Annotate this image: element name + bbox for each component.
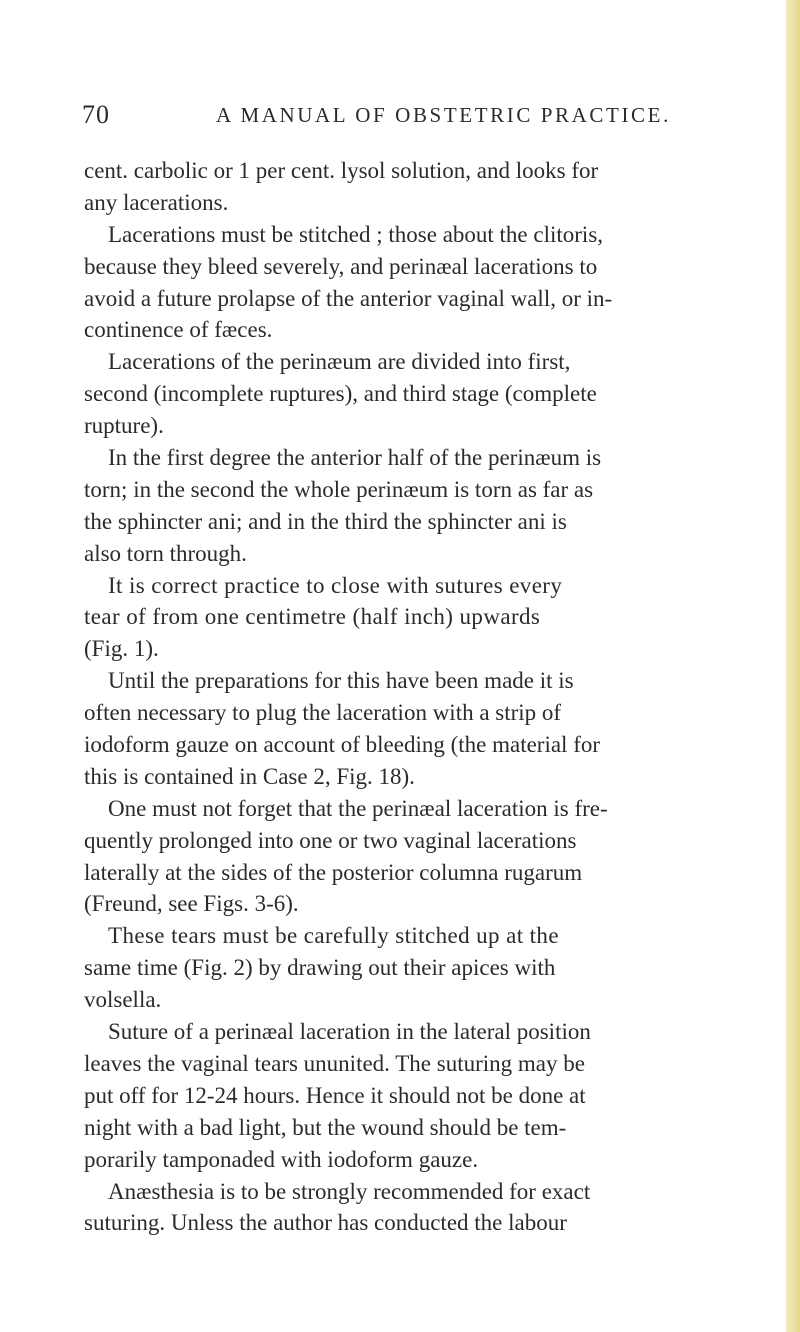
text-line: tear of from one centimetre (half inch) upwards xyxy=(84,604,541,630)
text-line: porarily tamponaded with iodoform gauze. xyxy=(84,1146,479,1172)
text-line: Until the preparations for this have been made it is xyxy=(108,668,574,694)
text-line: because they bleed severely, and perinæal lacerations to xyxy=(84,253,598,279)
text-line: It is correct practice to close with sutures every xyxy=(108,572,563,598)
body-text xyxy=(84,155,756,1239)
running-head: A MANUAL OF OBSTETRIC PRACTICE. xyxy=(216,103,671,127)
text-line: night with a bad light, but the wound should be tem- xyxy=(84,1114,567,1140)
page-header xyxy=(82,100,702,132)
text-line: suturing. Unless the author has conducted the labour xyxy=(84,1210,567,1236)
text-line: quently prolonged into one or two vaginal lacerations xyxy=(84,827,577,853)
text-line: Lacerations of the perinæum are divided into first, xyxy=(108,349,571,375)
text-line: any lacerations. xyxy=(84,189,229,215)
text-line: volsella. xyxy=(84,987,162,1013)
text-line: put off for 12-24 hours. Hence it should not be done at xyxy=(84,1082,586,1108)
text-line: same time (Fig. 2) by drawing out their apices with xyxy=(84,955,556,981)
text-line: avoid a future prolapse of the anterior vaginal wall, or in- xyxy=(84,285,613,311)
text-line: rupture). xyxy=(84,413,164,439)
text-line: also torn through. xyxy=(84,540,247,566)
text-line: this is contained in Case 2, Fig. 18). xyxy=(84,763,415,789)
text-line: iodoform gauze on account of bleeding (the material for xyxy=(84,732,601,758)
page-edge xyxy=(786,0,800,1332)
text-line: In the first degree the anterior half of the perinæum is xyxy=(108,445,602,471)
text-line: Anæsthesia is to be strongly recommended for exact xyxy=(108,1178,591,1204)
text-line: These tears must be carefully stitched up at the xyxy=(108,923,559,949)
text-line: cent. carbolic or 1 per cent. lysol solution, and looks for xyxy=(84,158,599,183)
text-line: torn; in the second the whole perinæum is torn as far as xyxy=(84,476,594,502)
page-number: 70 xyxy=(82,100,110,129)
text-line: the sphincter ani; and in the third the sphincter ani is xyxy=(84,508,567,534)
text-line: second (incomplete ruptures), and third stage (complete xyxy=(84,381,597,407)
text-line: (Freund, see Figs. 3-6). xyxy=(84,891,299,917)
text-line: (Fig. 1). xyxy=(84,636,159,662)
text-line: Suture of a perinæal laceration in the lateral position xyxy=(108,1019,591,1045)
text-line: often necessary to plug the laceration with a strip of xyxy=(84,700,562,726)
text-line: Lacerations must be stitched ; those about the clitoris, xyxy=(108,221,604,247)
text-line: One must not forget that the perinæal laceration is fre- xyxy=(108,795,608,821)
text-line: leaves the vaginal tears ununited. The suturing may be xyxy=(84,1050,585,1076)
text-line: laterally at the sides of the posterior columna rugarum xyxy=(84,859,583,885)
text-line: continence of fæces. xyxy=(84,317,273,343)
